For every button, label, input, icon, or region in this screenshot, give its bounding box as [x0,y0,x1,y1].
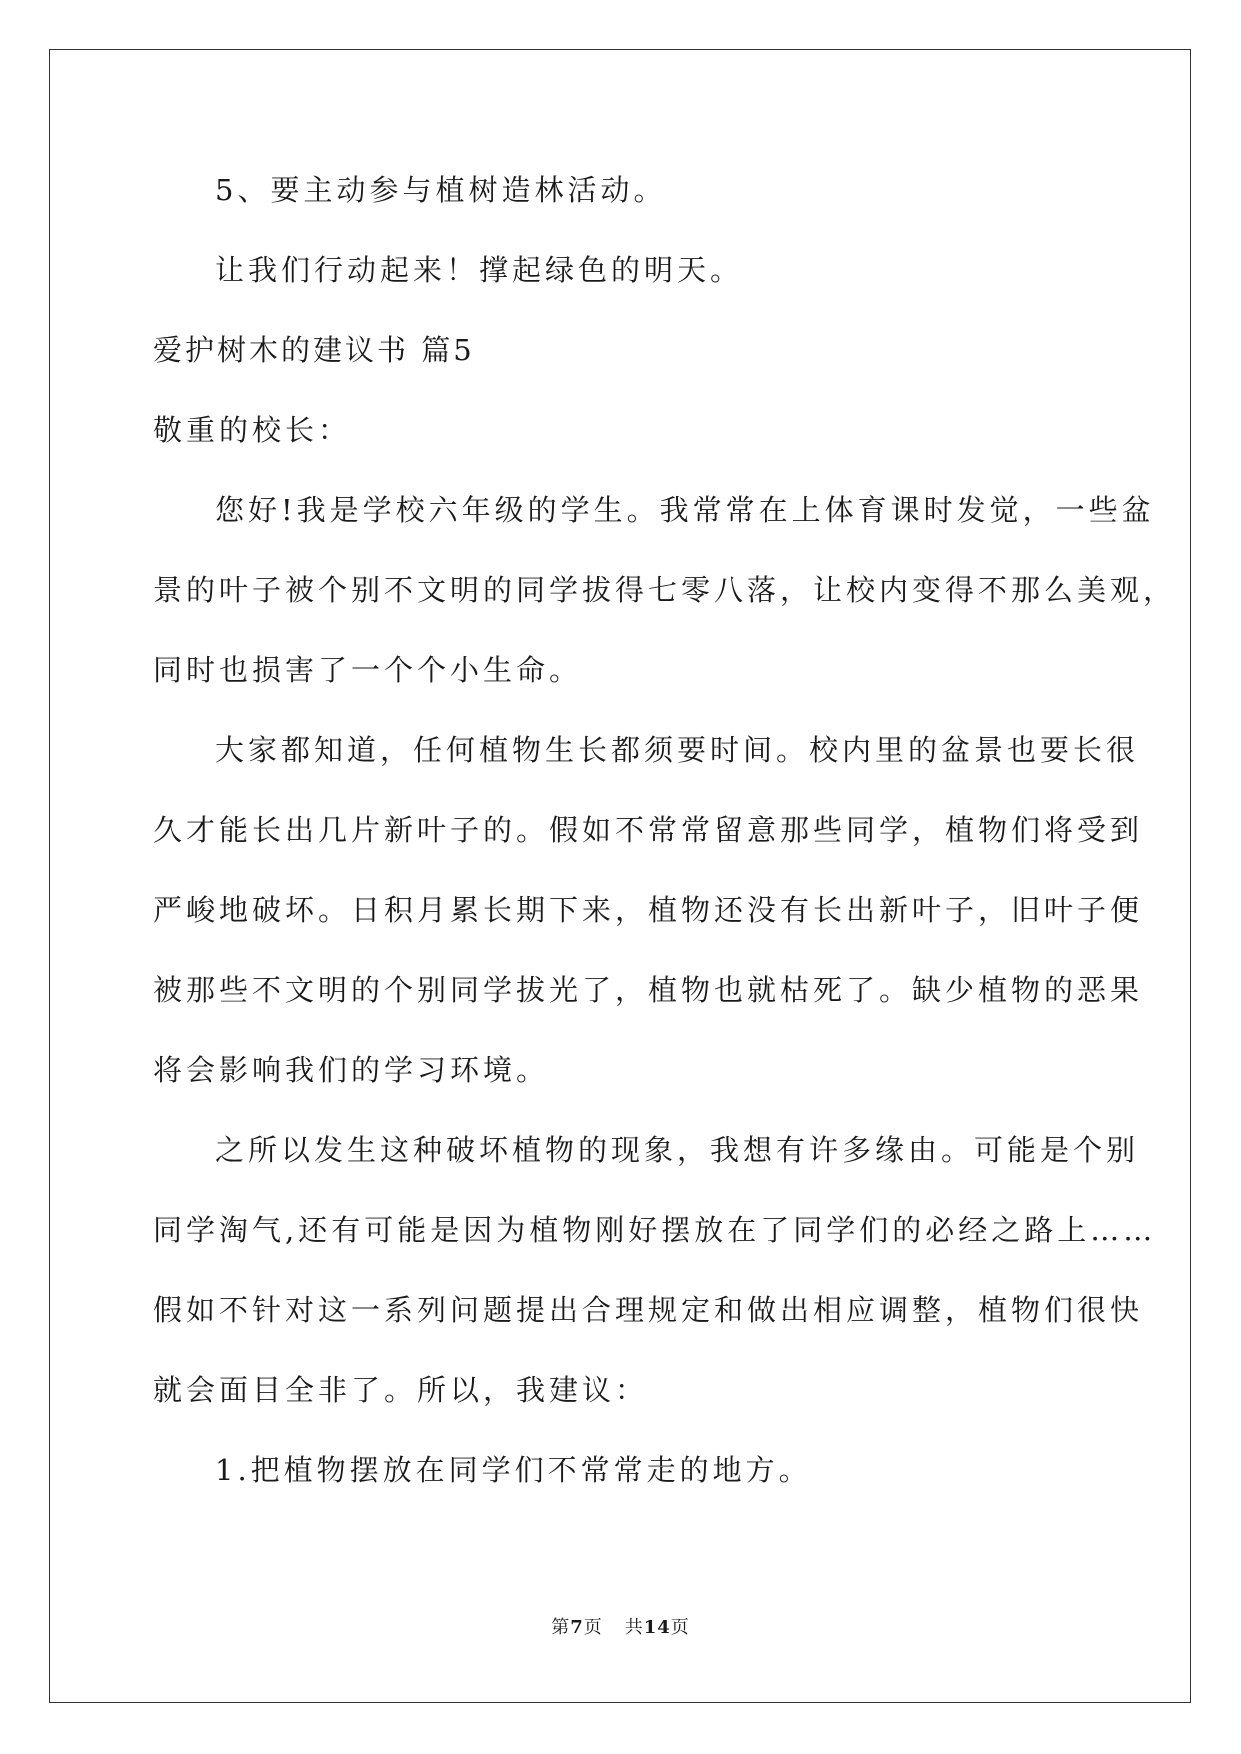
paragraph-line: 同时也损害了一个个小生命。 [153,653,583,687]
page-suffix: 页 [583,1617,603,1638]
page-number: 7 [570,1617,584,1638]
list-item-1: 1.把植物摆放在同学们不常常走的地方。 [215,1453,812,1487]
total-pages: 14 [643,1617,671,1638]
salutation: 敬重的校长： [153,413,352,447]
paragraph-line: 就会面目全非了。所以，我建议： [153,1373,649,1407]
paragraph-line: 您好!我是学校六年级的学生。我常常在上体育课时发觉，一些盆 [215,493,1155,527]
page-prefix: 第 [551,1617,571,1638]
section-heading: 爱护树木的建议书 篇5 [153,333,475,367]
paragraph-line: 将会影响我们的学习环境。 [153,1053,550,1087]
paragraph-line: 严峻地破坏。日积月累长期下来，植物还没有长出新叶子，旧叶子便 [153,893,1144,927]
paragraph-line: 大家都知道，任何植物生长都须要时间。校内里的盆景也要长很 [215,733,1140,767]
paragraph-line: 被那些不文明的个别同学拔光了，植物也就枯死了。缺少植物的恶果 [153,973,1144,1007]
closing-call: 让我们行动起来！撑起绿色的明天。 [215,253,744,287]
list-item-5: 5、要主动参与植树造林活动。 [215,173,667,207]
paragraph-line: 久才能长出几片新叶子的。假如不常常留意那些同学，植物们将受到 [153,813,1144,847]
total-suffix: 页 [670,1617,690,1638]
paragraph-line: 同学淘气,还有可能是因为植物刚好摆放在了同学们的必经之路上…… [153,1213,1157,1247]
total-prefix: 共 [624,1617,644,1638]
document-body [153,150,1177,1510]
paragraph-line: 假如不针对这一系列问题提出合理规定和做出相应调整，植物们很快 [153,1293,1144,1327]
page-footer [0,1613,1241,1639]
paragraph-line: 之所以发生这种破坏植物的现象，我想有许多缘由。可能是个别 [215,1133,1140,1167]
paragraph-line: 景的叶子被个别不文明的同学拔得七零八落，让校内变得不那么美观， [153,573,1177,607]
